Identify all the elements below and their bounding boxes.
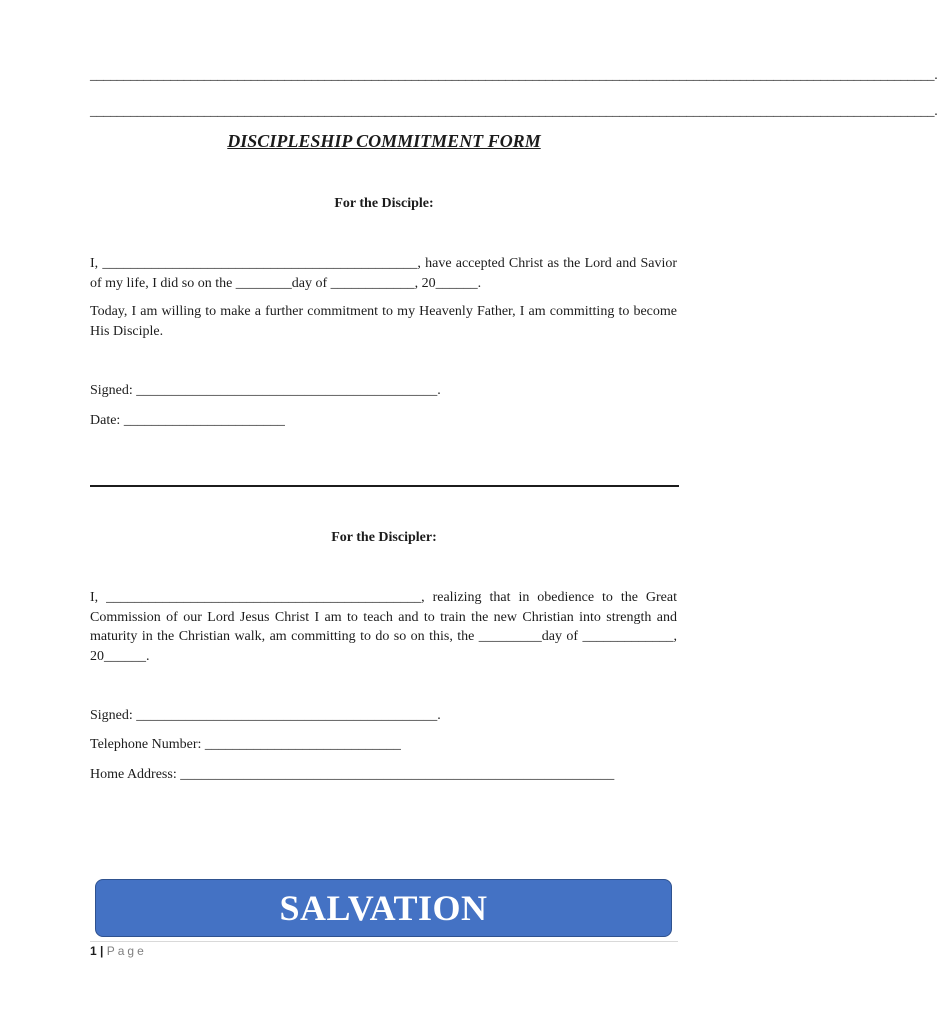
page-separator: |: [100, 944, 104, 958]
page-footer: [90, 943, 147, 959]
salvation-banner: [95, 879, 672, 937]
disciple-acceptance-paragraph: I, _____________________________________________, have accepted Christ as the Lord and Savior of my life, I did so on the ________day of ____________, 20______.: [90, 256, 677, 291]
form-title: DISCIPLESHIP COMMITMENT FORM: [227, 131, 541, 151]
section-divider: [90, 485, 679, 487]
header-rule-line-1: ______________________________________________________________________________________________________________________________.: [90, 68, 937, 83]
disciple-date-field: Date: _______________________: [90, 413, 285, 428]
footer-rule: [90, 941, 678, 942]
disciple-heading: For the Disciple:: [334, 196, 434, 211]
page-label: Page: [106, 944, 147, 958]
page-number: 1: [90, 944, 97, 958]
disciple-signed-field: Signed: ___________________________________________.: [90, 383, 441, 398]
discipler-telephone-field: Telephone Number: ____________________________: [90, 737, 401, 752]
disciple-commitment-paragraph: Today, I am willing to make a further commitment to my Heavenly Father, I am committing to become His Disciple.: [90, 304, 677, 339]
discipler-commitment-paragraph: I, _____________________________________________, realizing that in obedience to the Great Commission of our Lord Jesus Christ I am to teach and to train the new Christian into strength and maturity in the Christian walk, am committing to do so on this, the _________day of _____________, 20______.: [90, 590, 677, 664]
header-rule-line-2: ______________________________________________________________________________________________________________________________.: [90, 104, 937, 119]
salvation-banner-label: SALVATION: [279, 888, 488, 928]
discipler-signed-field: Signed: ___________________________________________.: [90, 708, 441, 723]
discipler-heading: For the Discipler:: [331, 530, 437, 545]
discipler-address-field: Home Address: ______________________________________________________________: [90, 767, 615, 782]
